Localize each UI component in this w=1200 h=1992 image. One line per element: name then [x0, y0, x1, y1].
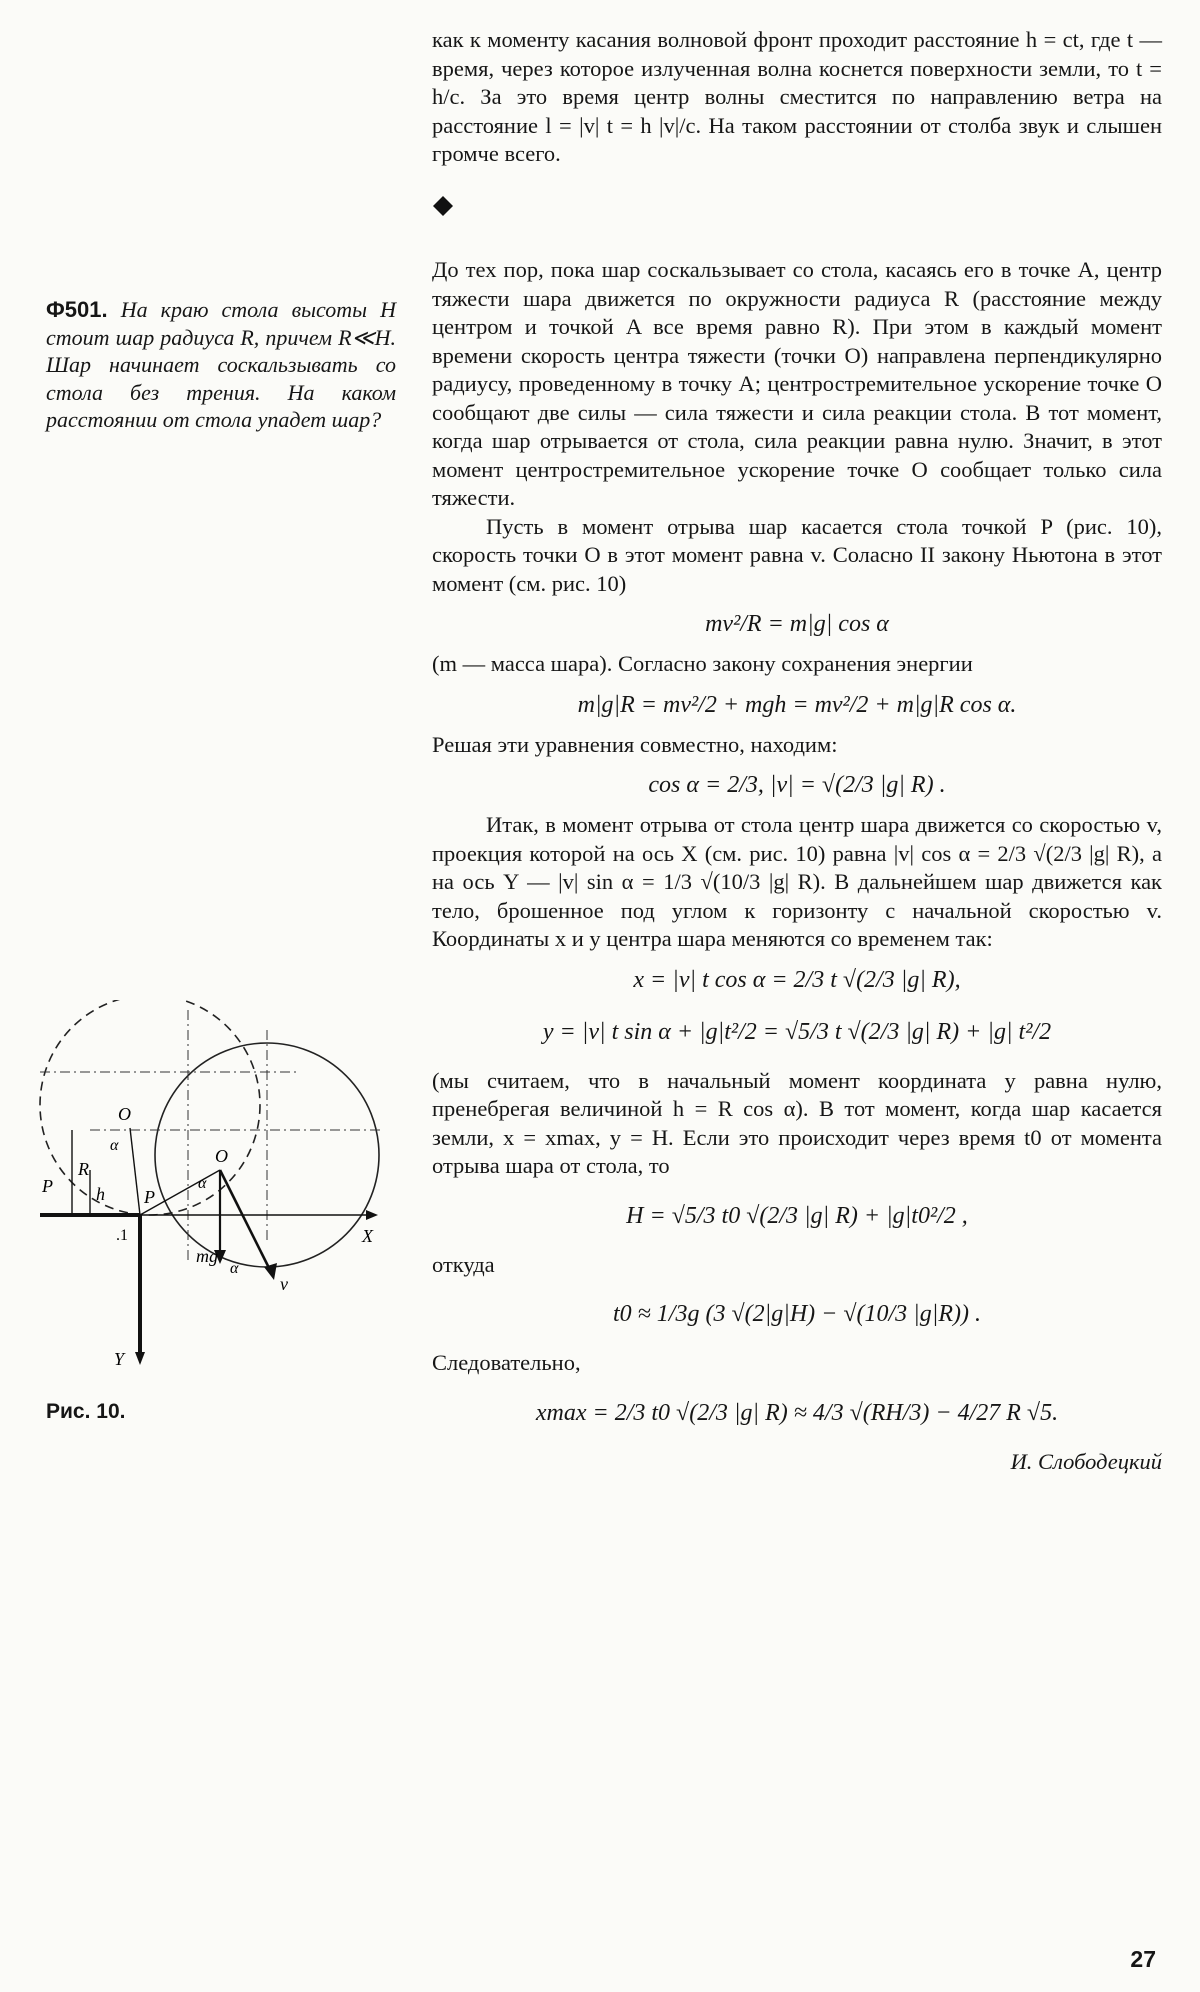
equation-7: t0 ≈ 1/3g (3 √(2|g|H) − √(10/3 |g|R)) .	[612, 1301, 982, 1327]
equation-3: cos α = 2/3, |v| = √(2/3 |g| R) .	[648, 772, 946, 798]
figure-10-diagram	[30, 1000, 400, 1370]
label-r: R	[78, 1159, 89, 1179]
equation-4: x = |v| t cos α = 2/3 t √(2/3 |g| R),	[633, 966, 961, 993]
section-divider-diamond-icon	[432, 195, 454, 217]
label-y-axis: Y	[114, 1349, 125, 1369]
solution-paragraph-3: (m — масса шара). Согласно закону сохранения энергии	[432, 651, 973, 676]
equation-1: mv²/R = m|g| cos α	[705, 611, 889, 637]
label-alpha-3: α	[230, 1260, 239, 1277]
v-vector	[220, 1170, 270, 1270]
label-alpha-2: α	[198, 1175, 207, 1192]
solution-paragraph-2: Пусть в момент отрыва шар касается стола точкой P (рис. 10), скорость точки O в этот момент равна v. Соласно II закону Ньютона в этот момент (см. рис. 10)	[432, 513, 1162, 596]
label-mg: mg	[196, 1246, 218, 1266]
problem-number: Ф501.	[46, 297, 108, 322]
label-o-right: O	[215, 1146, 228, 1166]
label-o-left: O	[118, 1104, 131, 1124]
label-p-left: P	[42, 1176, 53, 1196]
solution-paragraph-8: Следовательно,	[432, 1350, 581, 1375]
problem-statement	[46, 296, 396, 434]
solution-paragraph-1: До тех пор, пока шар соскальзывает со стола, касаясь его в точке A, центр тяжести шара движется по окружности радиуса R (расстояние между центром и точкой A все время равно R). При этом в каждый момент времени скорость центра тяжести (точки O) направлена перпендикулярно радиусу, проведенному в точку A; центростремительное ускорение точке O сообщают две силы — сила тяжести и сила реакции стола. В тот момент, когда шар отрывается от стола, сила реакции равна нулю. Значит, в этот момент центростремительное ускорение точке O сообщает только сила тяжести.	[432, 257, 1162, 510]
radius-left	[130, 1128, 140, 1215]
main-column	[432, 26, 1162, 1476]
equation-5: y = |v| t sin α + |g|t²/2 = √5/3 t √(2/3 |g| R) + |g| t²/2	[542, 1018, 1052, 1045]
equation-8: xmax = 2/3 t0 √(2/3 |g| R) ≈ 4/3 √(RH/3) − 4/27 R √5.	[535, 1399, 1059, 1426]
x-axis-arrow-icon	[366, 1210, 378, 1220]
label-a: .1	[116, 1227, 128, 1244]
figure-caption: Рис. 10.	[46, 1400, 126, 1423]
label-alpha-1: α	[110, 1137, 119, 1154]
solution-paragraph-5: Итак, в момент отрыва от стола центр шара движется со скоростью v, проекция которой на ось X (см. рис. 10) равна |v| cos α = 2/3 √(2/3 |g| R), а на ось Y — |v| sin α = 1/3 √(10/3 |g| R). В дальнейшем шар движется как тело, брошенное под углом к горизонту с начальной скоростью v. Координаты x и y центра шара меняются со временем так:	[432, 812, 1162, 951]
label-x-axis: X	[362, 1226, 373, 1246]
solution-paragraph-6: (мы считаем, что в начальный момент координата y равна нулю, пренебрегая величиной h = R cos α). В тот момент, когда шар касается земли, x = xmax, y = H. Если это происходит через время t0 от момента отрыва шара от стола, то	[432, 1067, 1162, 1178]
problem-text: На краю стола высоты H стоит шар радиуса R, причем R≪H. Шар начинает соскальзывать со стола без трения. На каком расстоянии от стола упадет шар?	[46, 297, 396, 432]
label-h: h	[96, 1184, 105, 1204]
y-axis-arrow-icon	[135, 1352, 145, 1365]
equation-2: m|g|R = mv²/2 + mgh = mv²/2 + m|g|R cos α.	[577, 691, 1017, 718]
page-number: 27	[1130, 1946, 1156, 1972]
solution-paragraph-7: откуда	[432, 1251, 495, 1277]
intro-paragraph: как к моменту касания волновой фронт проходит расстояние h = ct, где t — время, через которое излученная волна коснется поверхности земли, то t = h/c. За это время центр волны сместится по направлению ветра на расстояние l = |v| t = h |v|/c. На таком расстоянии от столба звук и слышен громче всего.	[432, 27, 1162, 166]
author-signature: И. Слободецкий	[1010, 1448, 1162, 1474]
solution-paragraph-4: Решая эти уравнения совместно, находим:	[432, 731, 838, 757]
label-p-mid: P	[144, 1187, 155, 1207]
equation-6: H = √5/3 t0 √(2/3 |g| R) + |g|t0²/2 ,	[626, 1202, 968, 1229]
label-v: v	[280, 1274, 288, 1294]
v-arrow-icon	[264, 1263, 277, 1280]
